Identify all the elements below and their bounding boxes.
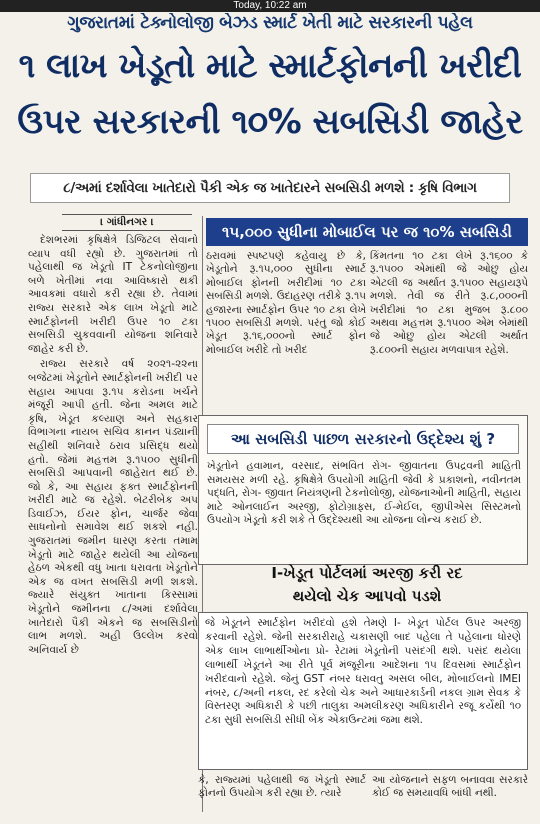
bottom-col-1: કે, રાજ્યમાં પહેલાથી જ ખેડૂતો સ્માર્ટ ફોનનો ઉપયોગ કરી રહ્યા છે. ત્યારે [198,774,366,800]
status-bar [0,0,540,12]
bottom-col-2: આ યોજનાને સફળ બનાવવા સરકારે કોઈ જ સમયાવધિ બાંધી નથી. [372,774,528,800]
subsidy-limit-heading: ૧૫,૦૦૦ સુધીના મોબાઈલ પર જ ૧૦% સબસિડી [206,218,528,246]
headline-line-2: ઉપર સરકારની ૧૦% સબસિડી જાહેર [17,102,523,142]
subheadline: ૮/અમાં દર્શાવેલા ખાતેદારો પૈકી એક જ ખાતેદારને સબસિડી મળશે : કૃષિ વિભાગ [30,173,510,203]
left-column-article [28,234,198,812]
portal-body: જે ખેડૂતને સ્માર્ટફોન ખરીદવો હશે તેમણે I- ખેડૂત પોર્ટલ ઉપર અરજી કરવાની રહેશે. જેની સરકારીરાહે ચકાસણી બાદ પહેલા તે પહેલાના ધોરણે એક લાખ લાભાર્થીઓના પ્રો- રેટામાં ખેડૂતોની પસંદગી થશે. પસંદ થયેલા લાભાર્થી ખેડૂતને આ રીતે પૂર્વ મંજૂરીના આદેશના ૧૫ દિવસમાં સ્માર્ટફોન ખરીદવાનો રહેશે. જેનું GST નંબર ધરાવતુ અસલ બીલ, મોબાઈલનો IMEI નંબર, ૮/અની નકલ, રદ કરેલો ચેક અને આધારકાર્ડની નકલ ગ્રામ સેવક કે વિસ્તરણ અધિકારી કે પછી તાલુકા અમલીકરણ અધિકારીને રજૂ કર્યેથી ૧૦ ટકા સુધી સબસિડી સીધી બેંક એકાઉન્ટમાં જમા થશે. [198,612,528,770]
kicker-headline: ગુજરાતમાં ટેક્નોલોજી બેઝડ સ્માર્ટ ખેતી માટે સરકારની પહેલ [67,13,473,33]
status-time: Today, 10:22 am [233,0,307,11]
left-paragraph-2: રાજ્ય સરકારે વર્ષ ૨૦૨૧-૨૨ના બજેટમાં ખેડૂતોને સ્માર્ટફોનની ખરીદી પર સહાય આપવા રૂ.૧૫ કરોડના ખર્ચને મંજૂરી આપી હતી. જેના અમલ માટે કૃષિ, ખેડૂત કલ્યાણ અને સહકાર વિભાગના નાયબ સચિવ કાનન પંડ્યાની સહીથી શનિવારે ઠરાવ પ્રસિદ્ધ થયો હતો. જેમાં મહત્તમ રૂ.૧૫૦૦ સુધીની સબસિડી આપવાની જાહેરાત થઈ છે. જો કે, આ સહાય ફક્ત સ્માર્ટફોનની ખરીદી માટે જ રહેશે. બેટરીબેક અપ ડિવાઈઝ, ઈયર ફોન, ચાર્જર જેવા સાધનોનો સમાવેશ થઈ શકશે નહી. ગુજરાતમાં જમીન ધારણ કરતા તમામ ખેડૂતો માટે જાહેર થયેલી આ યોજના હેઠળ એકથી વધુ ખાતા ધરાવતા ખેડૂતોને એક જ વખત સબસિડી મળી શકશે. જ્યારે સંયુક્ત ખાતાના કિસ્સામાં ખેડૂતોને જમીનના ૮/અમાં દર્શાવેલા ખાતેદારો પૈકી એકને જ સબસિડીનો લાભ મળશે. અહી ઉલ્લેખ કરવો અનિવાર્ય છે [28,358,198,656]
objective-body: ખેડૂતોને હવામાન, વરસાદ, સંભવિત રોગ- જીવાતના ઉપદ્રવની માહિતી સમયસર મળી રહે. કૃષિક્ષેત્રે ઉપયોગી માહિતી જેવી કે પ્રકાશનો, નવીનતમ પદ્ધતિ, રોગ- જીવાત નિયંત્રણની ટેકનોલોજી, યોજનાઓની માહિતી, સહાય માટે ઓનલાઈન અરજી, ફોટોગ્રાફ્સ, ઈ-મેઈલ, જીપીએસ સિસ્ટમનો ઉપયોગ ખેડૂતો કરી શકે તે ઉદ્દેશ્યથી આ યોજના લોન્ચ કરાઈ છે. [207,460,521,527]
objective-heading: આ સબસિડી પાછળ સરકારનો ઉદ્દેશ્ય શું ? [207,424,519,454]
portal-heading-line-2: થયેલો ચેક આપવો પડશે [292,587,442,605]
subsidy-limit-col-1: ઠરાવમાં સ્પષ્ટપણે કહેવાયુ છે કે, ખેડૂતોને રૂ.૧૫,૦૦૦ સુધીના સ્માર્ટ મોબાઈલ ફોનની ખરીદીમાં ૧૦ ટકા સબસિડી મળશે. ઉદાહરણ તરીકે રૂ.૧૫ હજારના સ્માર્ટફોન ઉપર ૧૦ ટકા લેખે ૧૫૦૦ સબસિડી મળશે. પરંતુ જો કોઈ ખેડૂત રૂ.૧૬,૦૦૦નો સ્માર્ટ ફોન મોબાઈલ ખરીદે તો ખરીદ [206,250,366,356]
left-paragraph-1: દેશભરમાં કૃષિક્ષેત્રે ડિજિટલ સેવાનો વ્યાપ વધી રહ્યો છે. ગુજરાતમાં તો પહેલાથી જ ખેડૂતો IT ટેકનોલોજીના બળે ખેતીમાં નવા આવિષ્કારો થકી આવકમાં વધારો કરી રહ્યા છે. તેવામાં રાજ્ય સરકારે એક લાખ ખેડૂતો માટે સ્માર્ટફોનની ખરીદી ઉપર ૧૦ ટકા સબસિડી ચુકવવાની યોજના શનિવારે જાહેર કરી છે. [28,234,198,355]
portal-heading-line-1: I-ખેડૂત પોર્ટલમાં અરજી કરી રદ [271,564,463,582]
portal-heading [206,562,528,612]
objective-box [198,415,528,565]
headline-line-1: ૧ લાખ ખેડૂતો માટે સ્માર્ટફોનની ખરીદી [18,46,522,86]
dateline: । ગાંધીનગર । [62,214,192,231]
subsidy-limit-col-2: કિંમતના ૧૦ ટકા લેખે રૂ.૧૬૦૦ કે રૂ.૧૫૦૦ એમાંથી જે ઓછુ હોય એટલી જ અર્થાત રૂ.૧૫૦૦ સહાયરૂપે મળશે. તેવી જ રીતે રૂ.૮,૦૦૦ની ખરીદીમાં ૧૦ ટકા મુજબ રૂ.૮૦૦ અથવા મહત્તમ રૂ.૧૫૦૦ એમ બેમાંથી જે ઓછુ હોય એટલી અર્થાત રૂ.૮૦૦ની સહાય મળવાપાત્ર રહેશે. [370,250,528,356]
